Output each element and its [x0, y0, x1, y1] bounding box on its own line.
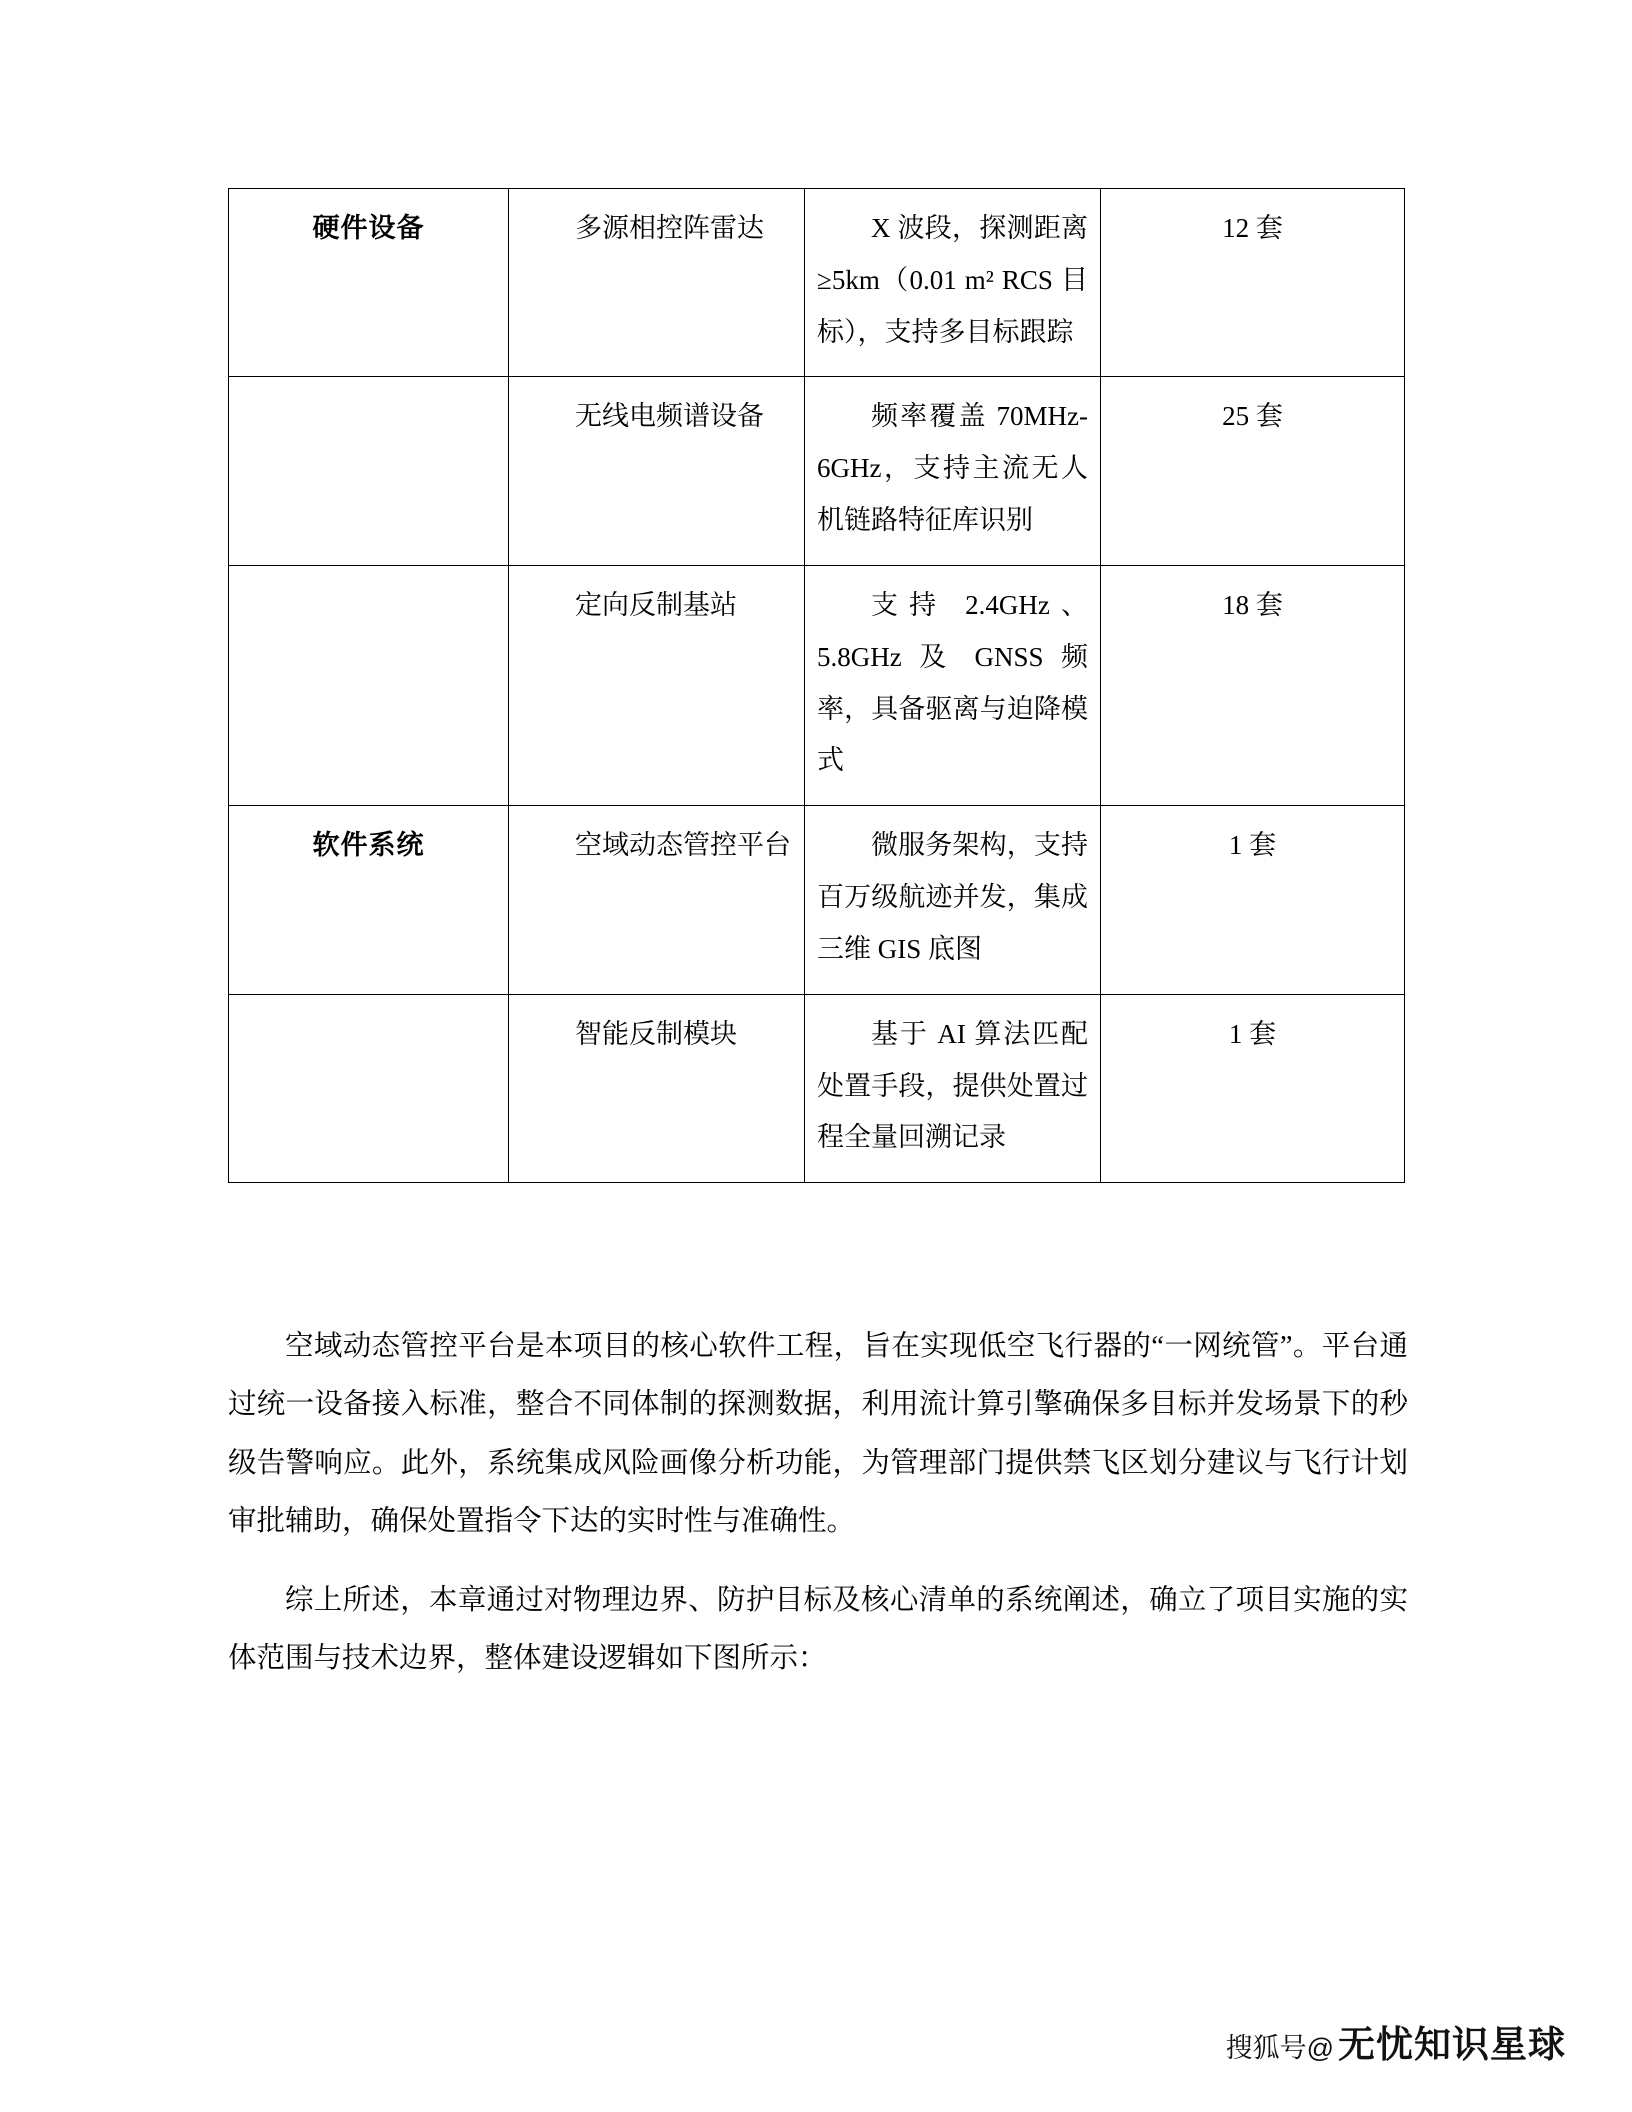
paragraph-text: 空域动态管控平台是本项目的核心软件工程，旨在实现低空飞行器的“一网统管”。平台通过统一设备接入标准，整合不同体制的探测数据，利用流计算引擎确保多目标并发场景下的秒级告警响应。此外，系统集成风险画像分析功能，为管理部门提供禁飞区划分建议与飞行计划审批辅助，确保处置指令下达的实时性与准确性。	[228, 1331, 1408, 1538]
paragraph-summary	[228, 1572, 1408, 1689]
cell-quantity: 18 套	[1101, 565, 1405, 805]
cell-item: 智能反制模块	[509, 994, 805, 1182]
paragraph-text: 综上所述，本章通过对物理边界、防护目标及核心清单的系统阐述，确立了项目实施的实体范围与技术边界，整体建设逻辑如下图所示：	[228, 1585, 1408, 1675]
cell-spec: 基于 AI 算法匹配处置手段，提供处置过程全量回溯记录	[805, 994, 1101, 1182]
cell-category	[229, 994, 509, 1182]
watermark-name: 无忧知识星球	[1338, 2024, 1566, 2065]
cell-item: 多源相控阵雷达	[509, 189, 805, 377]
watermark-prefix: 搜狐号@	[1225, 2033, 1334, 2063]
cell-quantity: 1 套	[1101, 806, 1405, 994]
cell-quantity: 12 套	[1101, 189, 1405, 377]
cell-category: 硬件设备	[229, 189, 509, 377]
cell-quantity: 25 套	[1101, 377, 1405, 565]
cell-category: 软件系统	[229, 806, 509, 994]
table-row	[229, 806, 1405, 994]
watermark	[1226, 2014, 1566, 2068]
cell-spec: X 波段，探测距离≥5km（0.01 m² RCS 目标），支持多目标跟踪	[805, 189, 1101, 377]
table-row	[229, 189, 1405, 377]
table-row	[229, 377, 1405, 565]
cell-spec: 微服务架构，支持百万级航迹并发，集成三维 GIS 底图	[805, 806, 1101, 994]
cell-item: 空域动态管控平台	[509, 806, 805, 994]
cell-category	[229, 377, 509, 565]
cell-category	[229, 565, 509, 805]
table-row	[229, 565, 1405, 805]
cell-item: 定向反制基站	[509, 565, 805, 805]
cell-spec: 支持 2.4GHz、5.8GHz 及 GNSS 频率，具备驱离与迫降模式	[805, 565, 1101, 805]
cell-spec: 频率覆盖 70MHz-6GHz，支持主流无人机链路特征库识别	[805, 377, 1101, 565]
cell-quantity: 1 套	[1101, 994, 1405, 1182]
equipment-spec-table	[228, 188, 1405, 1183]
paragraph-platform-description	[228, 1318, 1408, 1552]
table-row	[229, 994, 1405, 1182]
cell-item: 无线电频谱设备	[509, 377, 805, 565]
